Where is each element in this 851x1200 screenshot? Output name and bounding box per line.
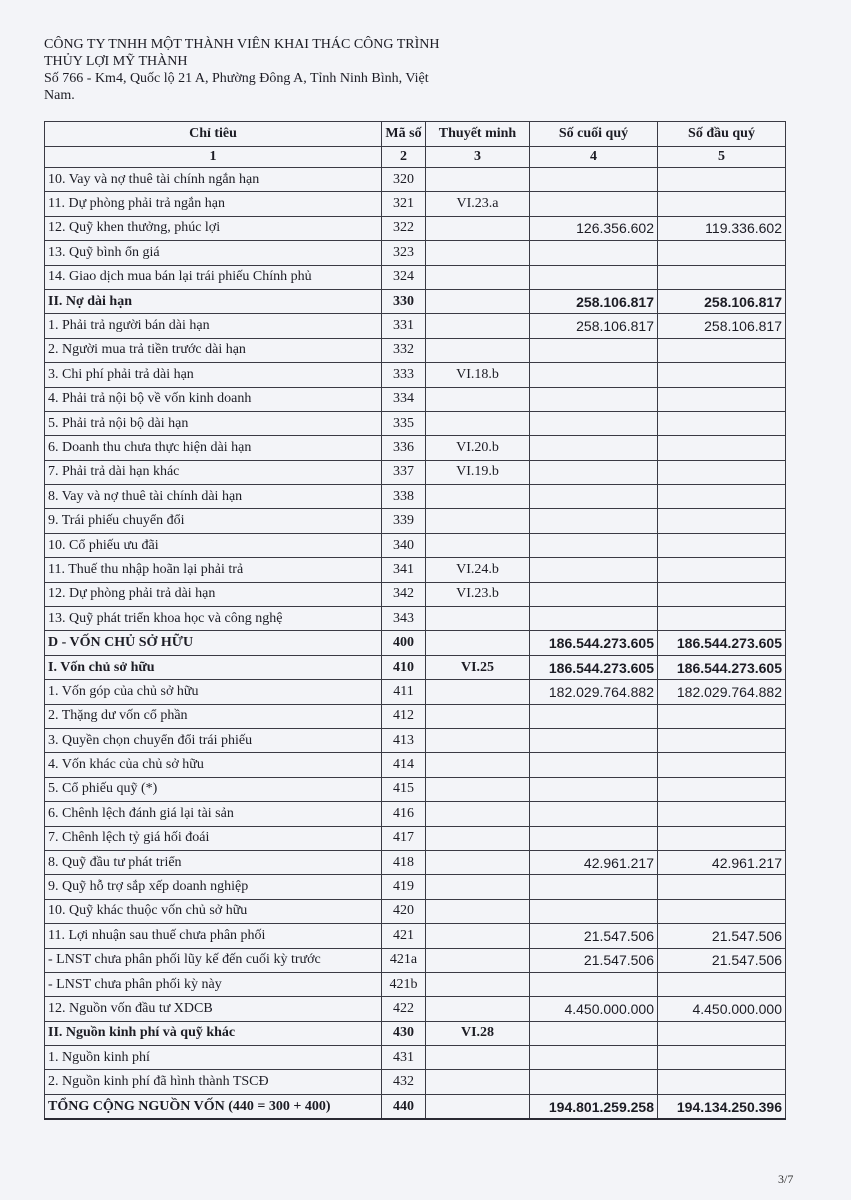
row-end-value — [530, 387, 658, 411]
row-code: 342 — [382, 582, 426, 606]
company-name-line2: THỦY LỢI MỸ THÀNH — [44, 54, 188, 69]
row-code: 341 — [382, 558, 426, 582]
row-start-value — [658, 875, 786, 899]
row-code: 416 — [382, 802, 426, 826]
row-start-value — [658, 899, 786, 923]
row-code: 420 — [382, 899, 426, 923]
table-row — [45, 948, 786, 972]
balance-sheet-table — [44, 121, 786, 1120]
row-start-value — [658, 436, 786, 460]
row-note: VI.23.b — [426, 582, 530, 606]
company-address-line2: Nam. — [44, 88, 75, 103]
row-code: 421b — [382, 972, 426, 996]
row-note — [426, 777, 530, 801]
row-end-value: 42.961.217 — [530, 850, 658, 874]
row-end-value — [530, 338, 658, 362]
row-label: 12. Dự phòng phải trả dài hạn — [45, 582, 382, 606]
row-start-value — [658, 1070, 786, 1094]
row-label: 7. Chênh lệch tỷ giá hối đoái — [45, 826, 382, 850]
row-start-value: 258.106.817 — [658, 314, 786, 338]
row-note — [426, 1070, 530, 1094]
row-end-value — [530, 607, 658, 631]
row-code: 335 — [382, 411, 426, 435]
row-code: 320 — [382, 168, 426, 192]
row-label: 2. Nguồn kinh phí đã hình thành TSCĐ — [45, 1070, 382, 1094]
row-end-value: 21.547.506 — [530, 948, 658, 972]
row-label: 11. Lợi nhuận sau thuế chưa phân phối — [45, 924, 382, 948]
row-note — [426, 265, 530, 289]
row-end-value: 258.106.817 — [530, 289, 658, 313]
row-note — [426, 485, 530, 509]
row-note — [426, 802, 530, 826]
row-label: II. Nợ dài hạn — [45, 289, 382, 313]
row-label: 2. Thặng dư vốn cổ phần — [45, 704, 382, 728]
table-row — [45, 314, 786, 338]
table-row — [45, 777, 786, 801]
row-note — [426, 997, 530, 1021]
row-note: VI.25 — [426, 655, 530, 679]
row-start-value — [658, 826, 786, 850]
table-row — [45, 924, 786, 948]
column-number: 4 — [530, 147, 658, 168]
row-code: 419 — [382, 875, 426, 899]
row-end-value — [530, 875, 658, 899]
row-end-value — [530, 485, 658, 509]
row-note — [426, 1046, 530, 1070]
row-end-value — [530, 728, 658, 752]
row-end-value: 126.356.602 — [530, 216, 658, 240]
row-code: 331 — [382, 314, 426, 338]
row-start-value — [658, 558, 786, 582]
row-end-value — [530, 558, 658, 582]
row-code: 410 — [382, 655, 426, 679]
table-row — [45, 411, 786, 435]
row-note — [426, 216, 530, 240]
row-label: 5. Cổ phiếu quỹ (*) — [45, 777, 382, 801]
row-start-value — [658, 241, 786, 265]
row-start-value: 4.450.000.000 — [658, 997, 786, 1021]
row-end-value — [530, 777, 658, 801]
row-end-value: 4.450.000.000 — [530, 997, 658, 1021]
row-label: 6. Chênh lệch đánh giá lại tài sản — [45, 802, 382, 826]
row-note — [426, 753, 530, 777]
row-note — [426, 972, 530, 996]
row-note — [426, 387, 530, 411]
row-end-value: 186.544.273.605 — [530, 631, 658, 655]
column-header-end-of-quarter: Số cuối quý — [530, 122, 658, 147]
row-end-value: 182.029.764.882 — [530, 680, 658, 704]
row-end-value — [530, 753, 658, 777]
row-start-value — [658, 363, 786, 387]
row-label: 3. Chi phí phải trả dài hạn — [45, 363, 382, 387]
table-row — [45, 485, 786, 509]
row-end-value — [530, 972, 658, 996]
row-note — [426, 728, 530, 752]
table-row — [45, 1021, 786, 1045]
column-number: 5 — [658, 147, 786, 168]
row-code: 332 — [382, 338, 426, 362]
row-label: 11. Thuế thu nhập hoãn lại phải trả — [45, 558, 382, 582]
row-label: 5. Phải trả nội bộ dài hạn — [45, 411, 382, 435]
row-code: 414 — [382, 753, 426, 777]
table-row — [45, 607, 786, 631]
total-end-value: 194.801.259.258 — [530, 1094, 658, 1119]
row-note — [426, 509, 530, 533]
table-row — [45, 997, 786, 1021]
row-note — [426, 850, 530, 874]
row-label: 13. Quỹ phát triển khoa học và công nghệ — [45, 607, 382, 631]
table-row — [45, 338, 786, 362]
table-row — [45, 972, 786, 996]
table-row — [45, 704, 786, 728]
row-label: 1. Vốn góp của chủ sở hữu — [45, 680, 382, 704]
row-note — [426, 826, 530, 850]
row-start-value — [658, 265, 786, 289]
row-start-value — [658, 485, 786, 509]
row-start-value — [658, 192, 786, 216]
row-note: VI.19.b — [426, 460, 530, 484]
row-end-value — [530, 265, 658, 289]
table-row — [45, 655, 786, 679]
row-code: 432 — [382, 1070, 426, 1094]
row-label: 3. Quyền chọn chuyển đổi trái phiếu — [45, 728, 382, 752]
row-label: 10. Cổ phiếu ưu đãi — [45, 533, 382, 557]
table-row — [45, 241, 786, 265]
row-end-value — [530, 1070, 658, 1094]
row-label: - LNST chưa phân phối kỳ này — [45, 972, 382, 996]
row-code: 431 — [382, 1046, 426, 1070]
row-end-value: 186.544.273.605 — [530, 655, 658, 679]
row-start-value: 186.544.273.605 — [658, 655, 786, 679]
row-start-value: 182.029.764.882 — [658, 680, 786, 704]
row-label: II. Nguồn kinh phí và quỹ khác — [45, 1021, 382, 1045]
table-row — [45, 753, 786, 777]
table-row — [45, 899, 786, 923]
table-row — [45, 168, 786, 192]
row-end-value — [530, 436, 658, 460]
row-label: 4. Vốn khác của chủ sở hữu — [45, 753, 382, 777]
row-code: 421 — [382, 924, 426, 948]
row-end-value — [530, 460, 658, 484]
table-row — [45, 460, 786, 484]
row-code: 340 — [382, 533, 426, 557]
row-label: I. Vốn chủ sở hữu — [45, 655, 382, 679]
row-start-value — [658, 168, 786, 192]
row-label: 8. Quỹ đầu tư phát triển — [45, 850, 382, 874]
total-label: TỔNG CỘNG NGUỒN VỐN (440 = 300 + 400) — [45, 1094, 382, 1119]
table-row — [45, 680, 786, 704]
row-code: 338 — [382, 485, 426, 509]
row-note — [426, 411, 530, 435]
row-start-value — [658, 460, 786, 484]
row-start-value — [658, 1021, 786, 1045]
row-note — [426, 607, 530, 631]
row-note: VI.23.a — [426, 192, 530, 216]
column-header-indicator: Chỉ tiêu — [45, 122, 382, 147]
row-label: 2. Người mua trả tiền trước dài hạn — [45, 338, 382, 362]
row-code: 430 — [382, 1021, 426, 1045]
table-row — [45, 558, 786, 582]
row-code: 339 — [382, 509, 426, 533]
row-note — [426, 338, 530, 362]
row-label: 12. Nguồn vốn đầu tư XDCB — [45, 997, 382, 1021]
row-label: 6. Doanh thu chưa thực hiện dài hạn — [45, 436, 382, 460]
row-code: 421a — [382, 948, 426, 972]
row-label: 1. Phải trả người bán dài hạn — [45, 314, 382, 338]
column-number: 3 — [426, 147, 530, 168]
row-code: 417 — [382, 826, 426, 850]
column-number: 2 — [382, 147, 426, 168]
column-header-note: Thuyết minh — [426, 122, 530, 147]
row-code: 415 — [382, 777, 426, 801]
row-label: 10. Vay và nợ thuê tài chính ngắn hạn — [45, 168, 382, 192]
table-body — [45, 168, 786, 1095]
row-end-value: 258.106.817 — [530, 314, 658, 338]
row-note — [426, 631, 530, 655]
row-start-value — [658, 972, 786, 996]
row-note: VI.28 — [426, 1021, 530, 1045]
row-code: 412 — [382, 704, 426, 728]
row-code: 413 — [382, 728, 426, 752]
column-header-code: Mã số — [382, 122, 426, 147]
row-note — [426, 948, 530, 972]
row-label: 10. Quỹ khác thuộc vốn chủ sở hữu — [45, 899, 382, 923]
row-start-value — [658, 582, 786, 606]
row-start-value: 258.106.817 — [658, 289, 786, 313]
row-note — [426, 241, 530, 265]
row-end-value — [530, 411, 658, 435]
row-code: 411 — [382, 680, 426, 704]
row-start-value — [658, 802, 786, 826]
row-end-value — [530, 1046, 658, 1070]
table-row — [45, 363, 786, 387]
row-label: 9. Trái phiếu chuyển đổi — [45, 509, 382, 533]
row-start-value — [658, 1046, 786, 1070]
table-row — [45, 631, 786, 655]
row-start-value: 21.547.506 — [658, 948, 786, 972]
page-number: 3/7 — [778, 1172, 794, 1186]
column-header-start-of-quarter: Số đầu quý — [658, 122, 786, 147]
company-name-line1: CÔNG TY TNHH MỘT THÀNH VIÊN KHAI THÁC CÔNG TRÌNH — [44, 37, 440, 52]
table-row — [45, 436, 786, 460]
row-note — [426, 314, 530, 338]
total-code: 440 — [382, 1094, 426, 1119]
row-note — [426, 924, 530, 948]
table-row — [45, 289, 786, 313]
row-label: D - VỐN CHỦ SỞ HỮU — [45, 631, 382, 655]
row-code: 321 — [382, 192, 426, 216]
table-row — [45, 582, 786, 606]
row-label: 7. Phải trả dài hạn khác — [45, 460, 382, 484]
row-start-value — [658, 509, 786, 533]
total-start-value: 194.134.250.396 — [658, 1094, 786, 1119]
row-start-value: 119.336.602 — [658, 216, 786, 240]
row-end-value — [530, 582, 658, 606]
row-code: 334 — [382, 387, 426, 411]
row-label: 1. Nguồn kinh phí — [45, 1046, 382, 1070]
row-label: 13. Quỹ bình ổn giá — [45, 241, 382, 265]
table-column-number-row — [45, 147, 786, 168]
row-start-value — [658, 607, 786, 631]
row-end-value — [530, 1021, 658, 1045]
row-end-value — [530, 802, 658, 826]
row-code: 418 — [382, 850, 426, 874]
row-note — [426, 899, 530, 923]
row-label: 4. Phải trả nội bộ về vốn kinh doanh — [45, 387, 382, 411]
row-note: VI.18.b — [426, 363, 530, 387]
table-row — [45, 265, 786, 289]
row-code: 343 — [382, 607, 426, 631]
row-start-value — [658, 753, 786, 777]
table-row — [45, 533, 786, 557]
row-code: 422 — [382, 997, 426, 1021]
column-number: 1 — [45, 147, 382, 168]
table-row — [45, 509, 786, 533]
row-note: VI.24.b — [426, 558, 530, 582]
row-end-value — [530, 704, 658, 728]
row-note — [426, 704, 530, 728]
row-start-value — [658, 387, 786, 411]
row-end-value — [530, 899, 658, 923]
row-label: 8. Vay và nợ thuê tài chính dài hạn — [45, 485, 382, 509]
row-note — [426, 680, 530, 704]
row-code: 323 — [382, 241, 426, 265]
row-start-value — [658, 411, 786, 435]
row-code: 400 — [382, 631, 426, 655]
row-label: - LNST chưa phân phối lũy kế đến cuối kỳ trước — [45, 948, 382, 972]
row-end-value — [530, 241, 658, 265]
company-address-line1: Số 766 - Km4, Quốc lộ 21 A, Phường Đông A, Tỉnh Ninh Bình, Việt — [44, 71, 429, 86]
row-code: 333 — [382, 363, 426, 387]
row-note — [426, 875, 530, 899]
row-start-value: 21.547.506 — [658, 924, 786, 948]
row-start-value: 42.961.217 — [658, 850, 786, 874]
row-start-value — [658, 338, 786, 362]
row-start-value: 186.544.273.605 — [658, 631, 786, 655]
company-header — [44, 36, 484, 104]
row-start-value — [658, 777, 786, 801]
table-row — [45, 850, 786, 874]
row-start-value — [658, 728, 786, 752]
table-row — [45, 1070, 786, 1094]
row-label: 11. Dự phòng phải trả ngắn hạn — [45, 192, 382, 216]
row-label: 14. Giao dịch mua bán lại trái phiếu Chính phủ — [45, 265, 382, 289]
row-start-value — [658, 533, 786, 557]
table-row — [45, 1046, 786, 1070]
table-header-row — [45, 122, 786, 147]
total-note — [426, 1094, 530, 1119]
row-end-value — [530, 192, 658, 216]
table-row — [45, 875, 786, 899]
row-note — [426, 533, 530, 557]
row-start-value — [658, 704, 786, 728]
table-row — [45, 802, 786, 826]
table-row — [45, 728, 786, 752]
row-note — [426, 289, 530, 313]
row-code: 322 — [382, 216, 426, 240]
row-label: 9. Quỹ hỗ trợ sắp xếp doanh nghiệp — [45, 875, 382, 899]
row-label: 12. Quỹ khen thưởng, phúc lợi — [45, 216, 382, 240]
row-code: 324 — [382, 265, 426, 289]
row-note: VI.20.b — [426, 436, 530, 460]
row-code: 336 — [382, 436, 426, 460]
row-end-value — [530, 826, 658, 850]
row-note — [426, 168, 530, 192]
row-end-value: 21.547.506 — [530, 924, 658, 948]
row-end-value — [530, 168, 658, 192]
table-row — [45, 192, 786, 216]
total-row — [45, 1094, 786, 1119]
row-code: 330 — [382, 289, 426, 313]
table-row — [45, 387, 786, 411]
table-row — [45, 216, 786, 240]
row-end-value — [530, 363, 658, 387]
row-end-value — [530, 533, 658, 557]
table-row — [45, 826, 786, 850]
row-end-value — [530, 509, 658, 533]
row-code: 337 — [382, 460, 426, 484]
